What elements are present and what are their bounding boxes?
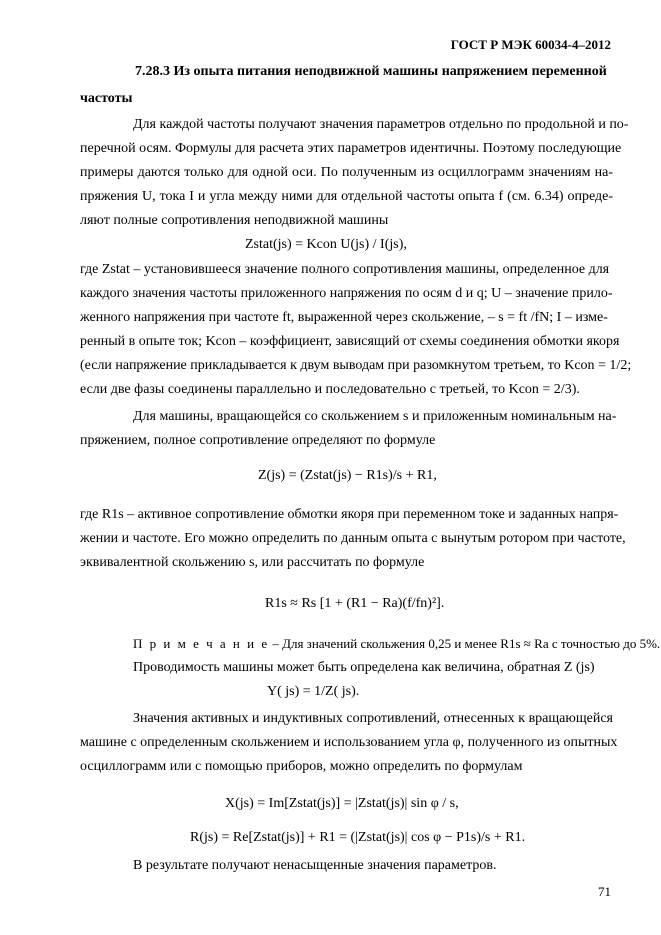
para3-line2: пряжением, полное сопротивление определяют по формуле [80, 433, 436, 448]
para7: В результате получают ненасыщенные значения параметров. [133, 858, 497, 873]
section-title-line1: 7.28.3 Из опыта питания неподвижной машины напряжением переменной [135, 64, 607, 79]
page-number: 71 [598, 884, 611, 899]
para4-line3: эквивалентной скольжению s, или рассчитать по формуле [80, 555, 425, 570]
para4-line2: жении и частоте. Его можно определить по данным опыта с вынутым ротором при частоте, [80, 531, 626, 546]
note-text: – Для значений скольжения 0,25 и менее R1s ≈ Ra с точностью до 5%. [272, 636, 661, 651]
para2-line5: (если напряжение прикладывается к двум выводам при разомкнутом третьем, то Kcon = 1/2; [80, 358, 632, 373]
standard-header: ГОСТ Р МЭК 60034-4–2012 [450, 37, 611, 52]
para2-line2: каждого значения частоты приложенного напряжения по осям d и q; U – значение прило- [80, 286, 613, 301]
note [133, 636, 661, 652]
para6-line3: осциллограмм или с помощью приборов, можно определить по формулам [80, 759, 523, 774]
para3-line1: Для машины, вращающейся со скольжением s и приложенным номинальным на- [133, 409, 617, 424]
para1-line5: ляют полные сопротивления неподвижной машины [80, 213, 389, 228]
para1-line2: перечной осям. Формулы для расчета этих параметров идентичны. Поэтому последующие [80, 141, 622, 156]
equation-z-js: Z(js) = (Zstat(js) − R1s)/s + R1, [258, 468, 437, 483]
para2-line3: женного напряжения при частоте ft, выраженной через скольжение, – s = ft /fN; I – изме- [80, 310, 608, 325]
section-title [135, 64, 607, 80]
para4-line1: где R1s – активное сопротивление обмотки якоря при переменном токе и заданных напря- [80, 507, 619, 522]
para6-line2: машине с определенным скольжением и использованием угла φ, полученного из опытных [80, 735, 618, 750]
section-title-line2: частоты [80, 91, 133, 106]
equation-zstat: Zstat(js) = Kcon U(js) / I(js), [245, 237, 407, 252]
para1-line3: примеры даются только для одной оси. По полученным из осциллограмм значениям на- [80, 165, 613, 180]
para5: Проводимость машины может быть определена как величина, обратная Z (js) [133, 660, 595, 675]
equation-admittance: Y( js) = 1/Z( js). [267, 684, 360, 699]
para2-line1: где Zstat – установившееся значение полного сопротивления машины, определенное для [80, 262, 610, 277]
para6-line1: Значения активных и индуктивных сопротивлений, отнесенных к вращающейся [133, 711, 613, 726]
equation-x-js: X(js) = Im[Zstat(js)] = |Zstat(js)| sin φ / s, [225, 796, 459, 811]
para2-line4: ренный в опыте ток; Kcon – коэффициент, зависящий от схемы соединения обмотки якоря [80, 334, 620, 349]
equation-r1s: R1s ≈ Rs [1 + (R1 − Ra)(f/fn)²]. [265, 596, 445, 611]
para2-line6: если две фазы соединены параллельно и последовательно с третьей, то Kcon = 2/3). [80, 382, 580, 397]
para1-line1: Для каждой частоты получают значения параметров отдельно по продольной и по- [133, 117, 629, 132]
note-label: П р и м е ч а н и е [133, 636, 270, 651]
equation-r-js: R(js) = Re[Zstat(js)] + R1 = (|Zstat(js)| cos φ − P1s)/s + R1. [190, 830, 526, 845]
para1-line4: пряжения U, тока I и угла между ними для отдельной частоты опыта f (см. 6.34) опреде- [80, 189, 613, 204]
